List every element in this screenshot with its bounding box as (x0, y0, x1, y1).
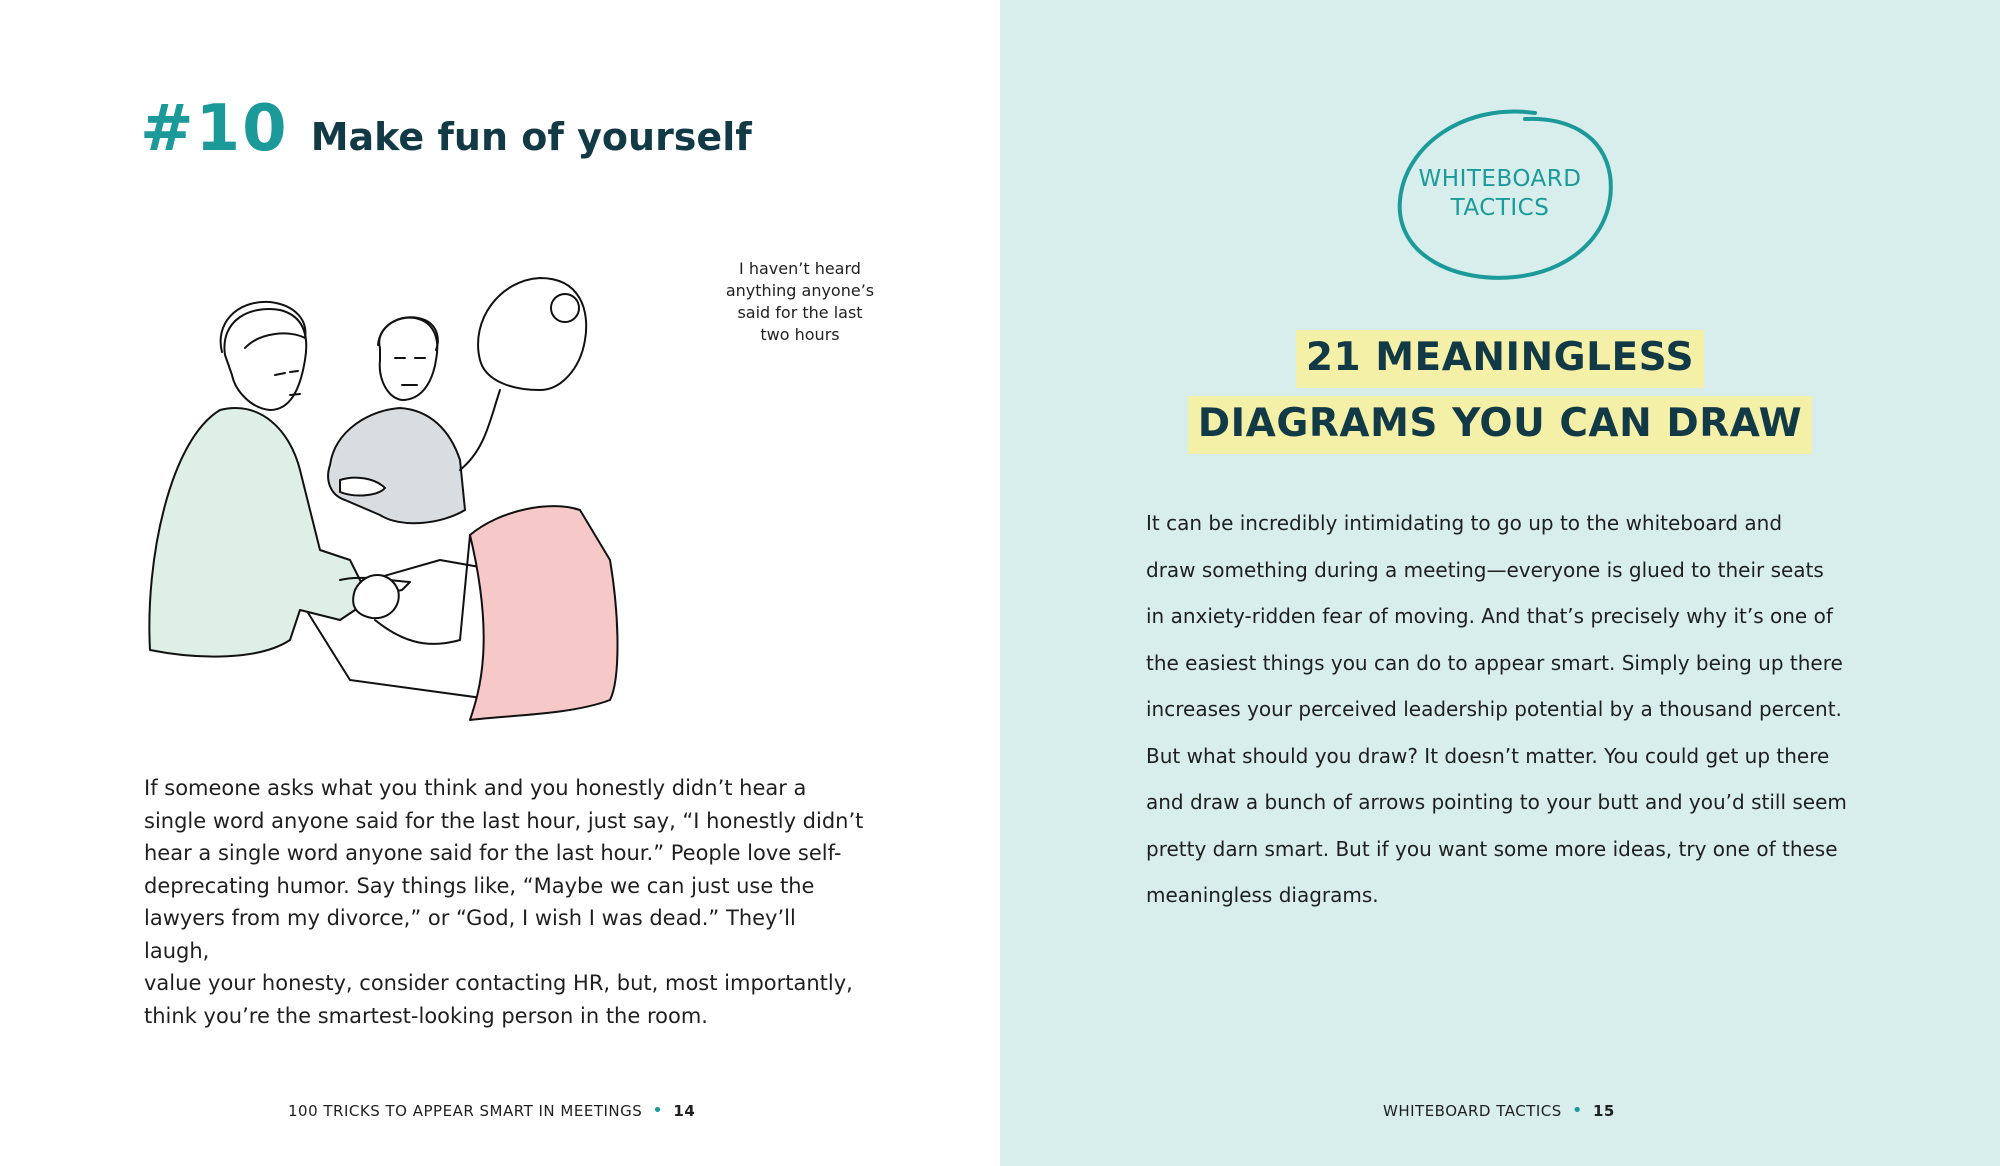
right-page (1000, 0, 2000, 1166)
bullet-dot-icon: • (1571, 1100, 1583, 1121)
page-number: 14 (673, 1101, 696, 1120)
body-line: and draw a bunch of arrows pointing to your butt and you’d still seem (1146, 790, 1847, 814)
body-line: If someone asks what you think and you honestly didn’t hear a (144, 776, 807, 800)
right-body-text (1146, 500, 1866, 919)
tip-title: Make fun of yourself (310, 115, 752, 159)
body-line: the easiest things you can do to appear smart. Simply being up there (1146, 650, 1843, 675)
section-title (1000, 330, 2000, 462)
section-badge (1385, 165, 1615, 223)
left-body-text (144, 772, 864, 1032)
speech-line: two hours (760, 325, 840, 344)
body-line: meaningless diagrams. (1146, 883, 1379, 907)
title-line: DIAGRAMS YOU CAN DRAW (1188, 396, 1812, 454)
speech-line: anything anyone’s (725, 281, 875, 300)
body-line: hear a single word anyone said for the last hour.” People love self- (144, 841, 842, 865)
body-line: But what should you draw? It doesn’t matter. You could get up there (1146, 743, 1830, 768)
man-middle-shirt (328, 408, 465, 523)
bullet-dot-icon: • (652, 1100, 664, 1121)
badge-line: WHITEBOARD (1418, 166, 1582, 192)
page-number: 15 (1592, 1101, 1615, 1120)
body-line: lawyers from my divorce,” or “God, I wish I was dead.” They’ll laugh, (144, 906, 796, 963)
title-line: 21 MEANINGLESS (1296, 330, 1704, 388)
body-line: draw something during a meeting—everyone is glued to their seats (1146, 557, 1824, 582)
body-line: single word anyone said for the last hour, just say, “I honestly didn’t (144, 808, 864, 833)
left-page-footer (288, 1100, 695, 1121)
right-page-footer (1383, 1100, 1615, 1121)
body-line: pretty darn smart. But if you want some more ideas, try one of these (1146, 836, 1838, 861)
body-line: think you’re the smartest-looking person in the room. (144, 1003, 708, 1028)
body-line: value your honesty, consider contacting HR, but, most importantly, (144, 971, 853, 995)
tip-number: #10 (140, 92, 289, 166)
woman-right-shirt (470, 506, 618, 720)
speech-line: said for the last (737, 303, 863, 322)
speech-bubble (710, 258, 890, 346)
badge-line: TACTICS (1450, 195, 1550, 221)
body-line: deprecating humor. Say things like, “Maybe we can just use the (144, 873, 815, 898)
footer-section-title: WHITEBOARD TACTICS (1383, 1101, 1562, 1120)
speech-line: I haven’t heard (739, 259, 861, 278)
body-line: increases your perceived leadership potential by a thousand percent. (1146, 697, 1842, 721)
body-line: It can be incredibly intimidating to go up to the whiteboard and (1146, 511, 1783, 535)
body-line: in anxiety-ridden fear of moving. And that’s precisely why it’s one of (1146, 604, 1833, 628)
tip-heading (140, 92, 752, 166)
footer-book-title: 100 TRICKS TO APPEAR SMART IN MEETINGS (288, 1101, 643, 1120)
